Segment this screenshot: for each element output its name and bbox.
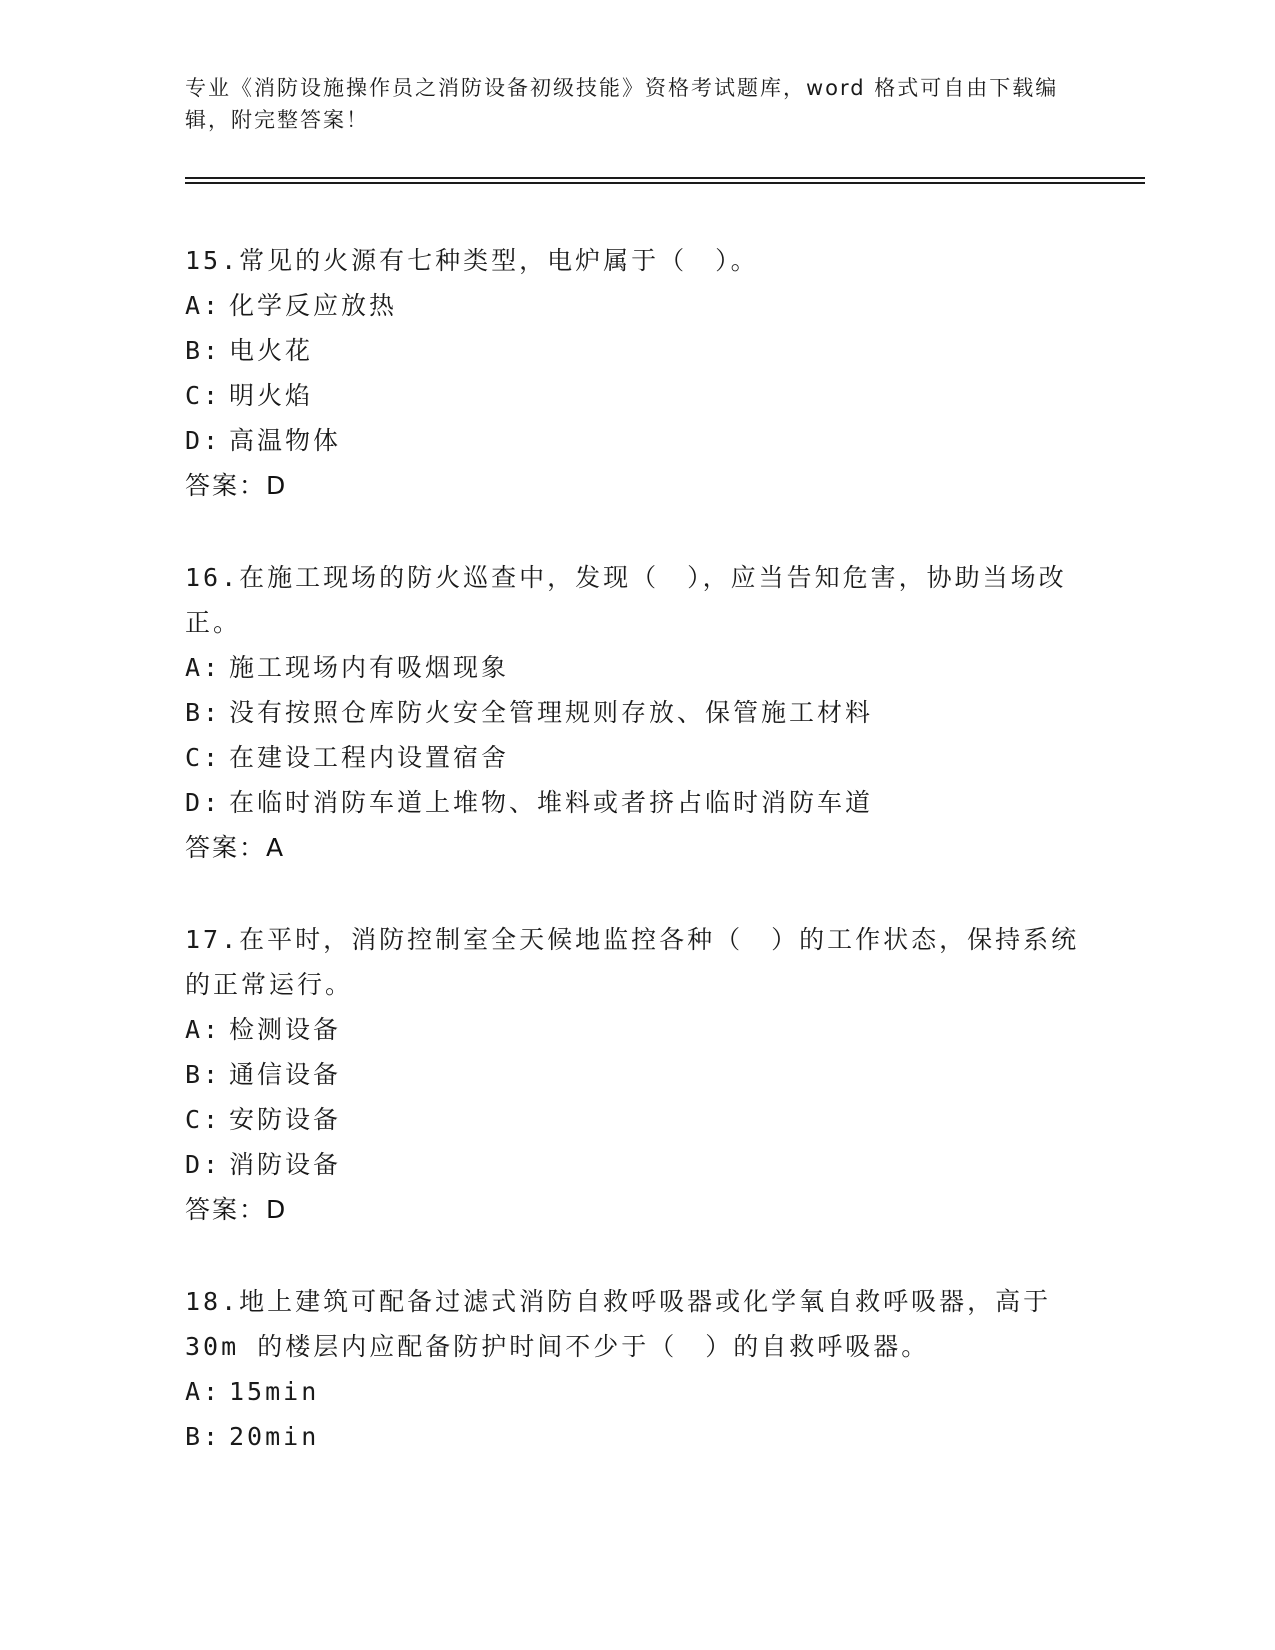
option-d: [185, 418, 1085, 463]
option-text: 15min: [229, 1377, 320, 1406]
answer-label: 答案：D: [185, 471, 288, 500]
option-c: [185, 373, 1085, 418]
option-key: B:: [185, 1422, 222, 1451]
option-text: 通信设备: [229, 1060, 342, 1089]
question-text: 16.在施工现场的防火巡查中，发现（ ），应当告知危害，协助当场改正。: [185, 563, 1067, 637]
question-17: [185, 917, 1085, 1232]
option-key: B:: [185, 1060, 222, 1089]
option-text: 检测设备: [229, 1015, 342, 1044]
header-rule-top: [185, 177, 1145, 179]
option-key: D:: [185, 1150, 222, 1179]
answer-label: 答案：D: [185, 1195, 288, 1224]
option-c: [185, 1097, 1085, 1142]
option-text: 明火焰: [229, 381, 314, 410]
question-text: 15.常见的火源有七种类型，电炉属于（ ）。: [185, 246, 759, 275]
option-d: [185, 1142, 1085, 1187]
option-key: C:: [185, 1105, 222, 1134]
option-key: A:: [185, 653, 222, 682]
option-text: 施工现场内有吸烟现象: [229, 653, 510, 682]
question-list: [185, 238, 1085, 1506]
question-15: [185, 238, 1085, 508]
option-key: A:: [185, 1377, 222, 1406]
question-text: 18.地上建筑可配备过滤式消防自救呼吸器或化学氧自救呼吸器，高于30m 的楼层内应配备防护时间不少于（ ）的自救呼吸器。: [185, 1287, 1052, 1361]
option-key: A:: [185, 291, 222, 320]
option-c: [185, 735, 1085, 780]
option-a: [185, 1007, 1085, 1052]
answer-label: 答案：A: [185, 833, 286, 862]
option-key: C:: [185, 743, 222, 772]
option-a: [185, 645, 1085, 690]
option-b: [185, 1414, 1085, 1459]
option-b: [185, 328, 1085, 373]
question-text: 17.在平时，消防控制室全天候地监控各种（ ）的工作状态，保持系统的正常运行。: [185, 925, 1080, 999]
option-text: 没有按照仓库防火安全管理规则存放、保管施工材料: [229, 698, 874, 727]
option-text: 在临时消防车道上堆物、堆料或者挤占临时消防车道: [229, 788, 874, 817]
option-text: 高温物体: [229, 426, 342, 455]
option-key: D:: [185, 788, 222, 817]
option-b: [185, 1052, 1085, 1097]
option-a: [185, 1369, 1085, 1414]
question-16: [185, 555, 1085, 870]
document-header: 专业《消防设施操作员之消防设备初级技能》资格考试题库，word 格式可自由下载编辑，附完整答案！: [185, 76, 1059, 132]
option-b: [185, 690, 1085, 735]
option-text: 电火花: [229, 336, 314, 365]
option-text: 消防设备: [229, 1150, 342, 1179]
option-key: A:: [185, 1015, 222, 1044]
option-a: [185, 283, 1085, 328]
option-text: 安防设备: [229, 1105, 342, 1134]
header-rule-bottom: [185, 182, 1145, 184]
option-d: [185, 780, 1085, 825]
option-key: D:: [185, 426, 222, 455]
option-key: B:: [185, 698, 222, 727]
question-18: [185, 1279, 1085, 1459]
option-key: C:: [185, 381, 222, 410]
option-text: 20min: [229, 1422, 320, 1451]
option-key: B:: [185, 336, 222, 365]
option-text: 在建设工程内设置宿舍: [229, 743, 510, 772]
option-text: 化学反应放热: [229, 291, 398, 320]
